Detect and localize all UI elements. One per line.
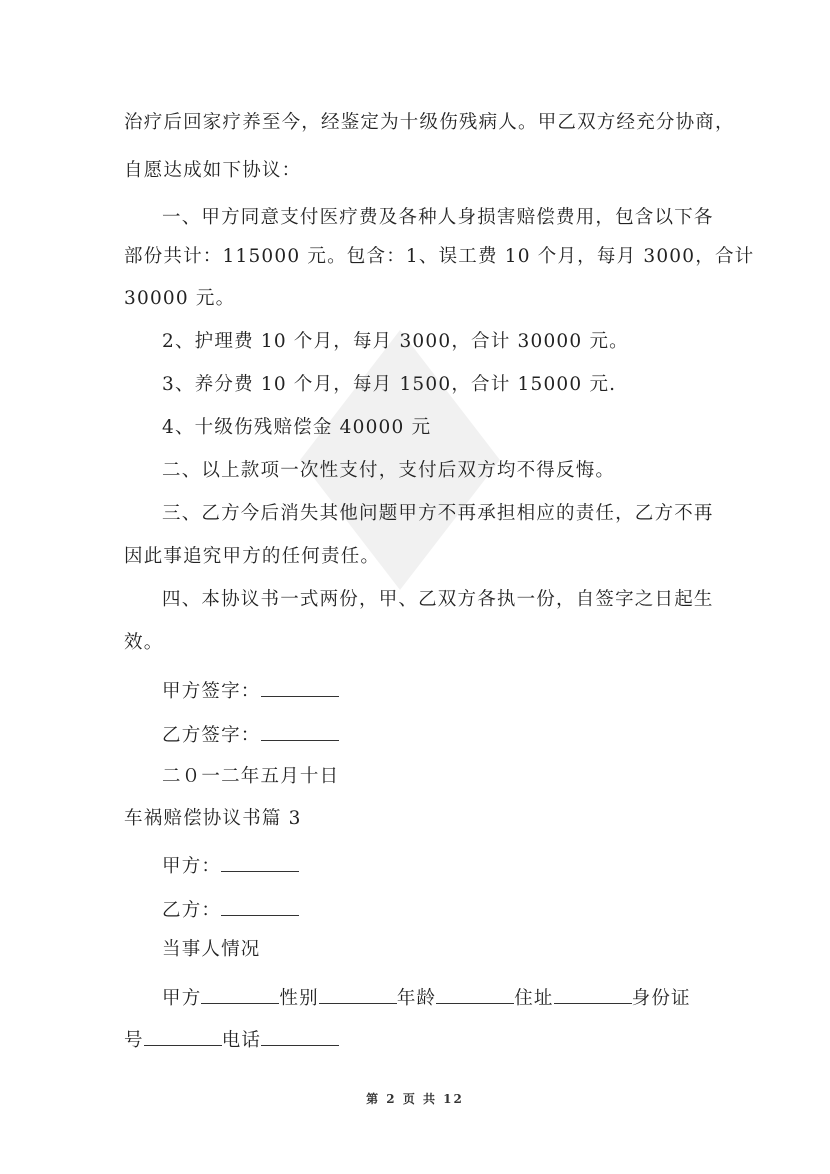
- label: 号: [124, 1030, 144, 1051]
- item-2: 2、护理费 10 个月，每月 3000，合计 30000 元。: [162, 331, 629, 352]
- label: 性别: [279, 988, 319, 1009]
- page-number: 第 2 页 共 12: [366, 1092, 464, 1106]
- field-blank: [201, 985, 279, 1004]
- paragraph-line: 30000 元。: [124, 288, 236, 309]
- clause-4: 四、本协议书一式两份，甲、乙双方各执一份，自签字之日起生: [162, 589, 714, 610]
- label: 甲方: [162, 988, 202, 1009]
- paragraph-line: 效。: [124, 632, 164, 653]
- party-a-label: 甲方：: [162, 856, 222, 877]
- paragraph-line: 部份共计：115000 元。包含：1、误工费 10 个月，每月 3000，合计: [124, 246, 755, 267]
- party-b-signature: [162, 722, 339, 748]
- signature-blank: [261, 722, 339, 741]
- party-b-signature-label: 乙方签字：: [162, 725, 261, 746]
- party-b-label: 乙方：: [162, 900, 222, 921]
- party-a-signature: [162, 678, 339, 704]
- clause-2: 二、以上款项一次性支付，支付后双方均不得反悔。: [162, 460, 616, 481]
- label: 身份证: [631, 988, 691, 1009]
- field-blank: [144, 1027, 222, 1046]
- party-info-line-2: [124, 1027, 339, 1053]
- party-info-line: [162, 985, 691, 1011]
- item-3: 3、养分费 10 个月，每月 1500，合计 15000 元.: [162, 374, 617, 395]
- item-4: 4、十级伤残赔偿金 40000 元: [162, 417, 432, 438]
- parties-heading: 当事人情况: [162, 939, 261, 960]
- party-a-signature-label: 甲方签字：: [162, 681, 261, 702]
- clause-1: 一、甲方同意支付医疗费及各种人身损害赔偿费用，包含以下各: [162, 207, 714, 228]
- field-blank: [221, 853, 299, 872]
- field-blank: [436, 985, 514, 1004]
- field-blank: [554, 985, 632, 1004]
- field-blank: [221, 897, 299, 916]
- party-a-field: [162, 853, 299, 879]
- paragraph-line: 因此事追究甲方的任何责任。: [124, 546, 381, 567]
- field-blank: [261, 1027, 339, 1046]
- label: 住址: [514, 988, 554, 1009]
- label: 电话: [221, 1030, 262, 1051]
- label: 年龄: [396, 988, 437, 1009]
- section-title: 车祸赔偿协议书篇 3: [124, 808, 302, 829]
- paragraph-line: 治疗后回家疗养至今，经鉴定为十级伤残病人。甲乙双方经充分协商，: [124, 112, 735, 133]
- clause-3: 三、乙方今后消失其他问题甲方不再承担相应的责任，乙方不再: [162, 503, 714, 524]
- paragraph-line: 自愿达成如下协议：: [124, 160, 302, 181]
- field-blank: [319, 985, 397, 1004]
- party-b-field: [162, 897, 299, 923]
- signature-blank: [261, 678, 339, 697]
- date: 二０一二年五月十日: [162, 766, 340, 787]
